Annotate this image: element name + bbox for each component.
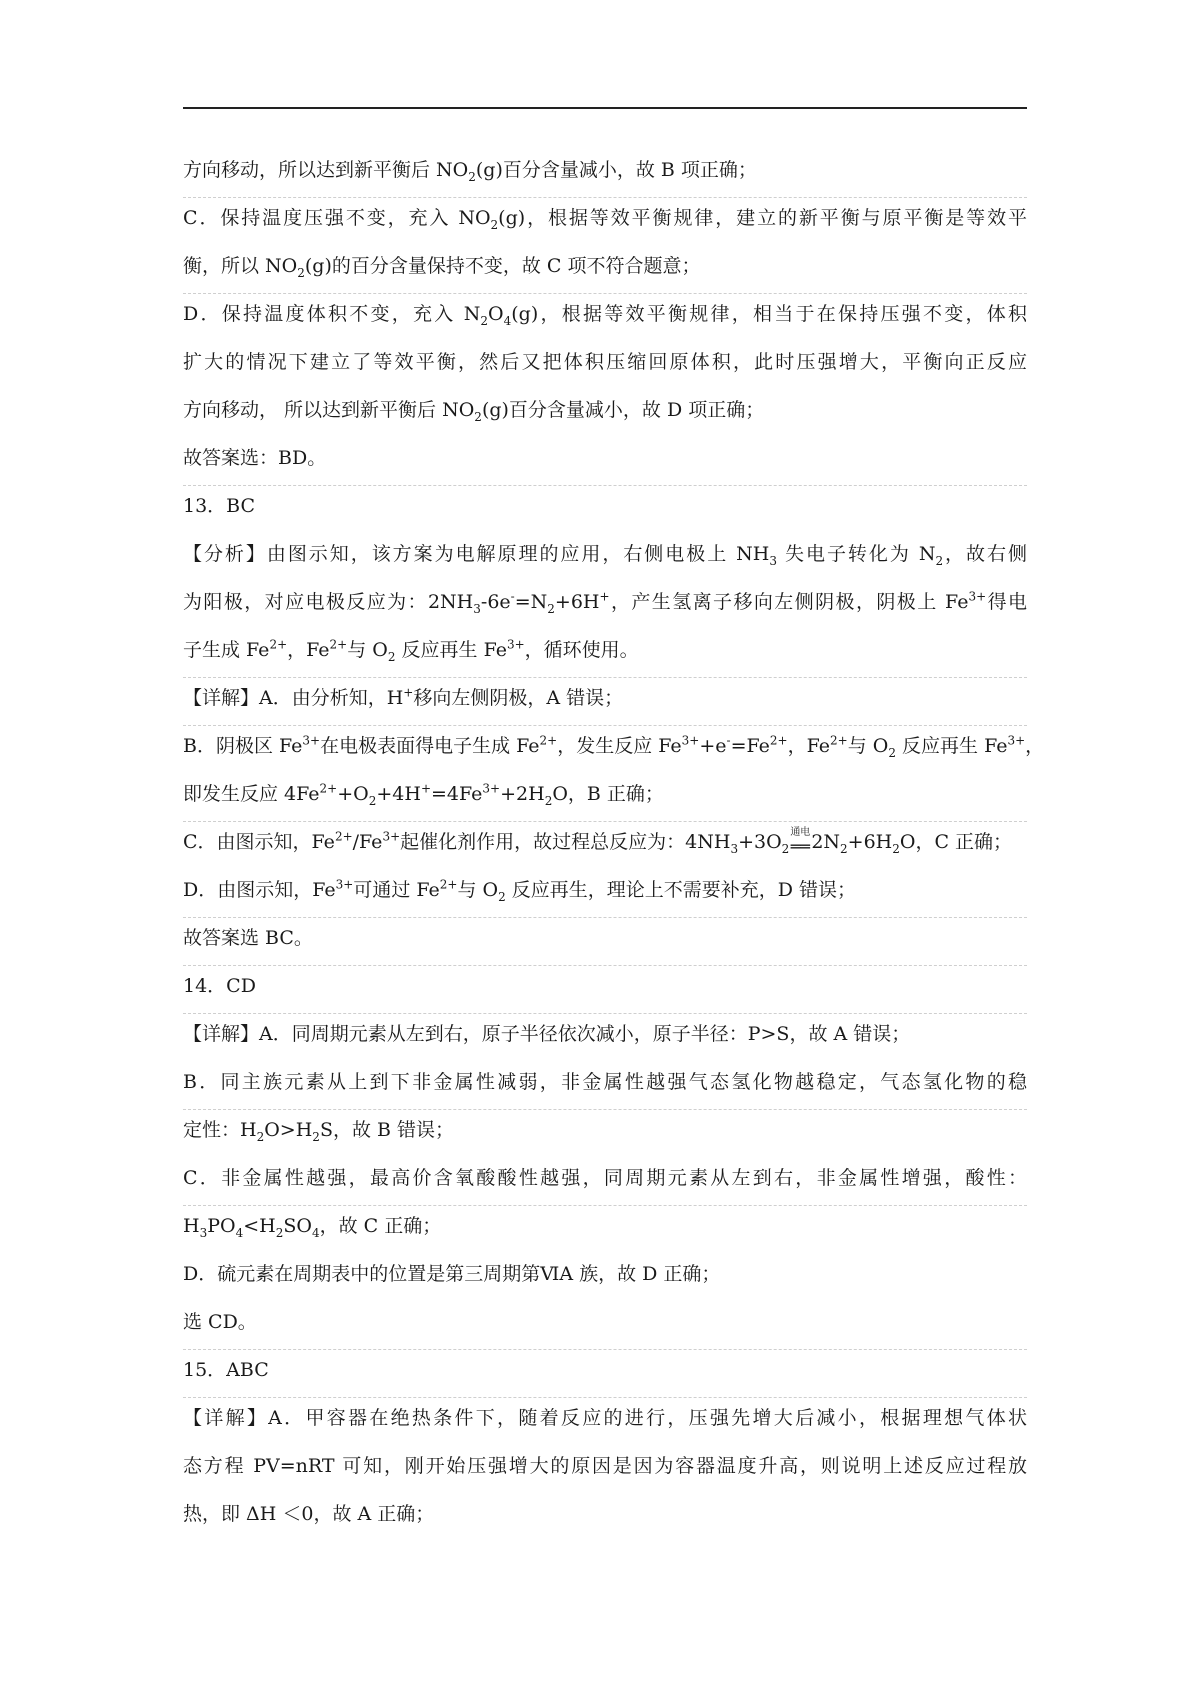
text-run: (g)百分含量减小，故 D 项正确；	[481, 399, 765, 421]
text-run: 与 O	[457, 879, 499, 901]
text-run: ，Fe	[287, 639, 330, 661]
subscript: 2	[892, 841, 900, 856]
text-line	[183, 1494, 1027, 1542]
text-run: ，Fe	[787, 735, 831, 757]
text-line	[183, 150, 1027, 198]
text-run: =4Fe	[431, 783, 483, 805]
text-line	[183, 294, 1027, 342]
text-line	[183, 342, 1027, 390]
text-run: 起催化剂作用，故过程总反应为：4NH	[400, 831, 731, 853]
text-run: 反应再生，理论上不需要补充，D 错误；	[505, 879, 857, 901]
text-run: 失电子转化为 N	[777, 543, 936, 565]
subscript: 2	[468, 169, 476, 184]
text-run: ，故右侧	[943, 543, 1027, 565]
subscript: 2	[498, 889, 506, 904]
text-line	[183, 726, 1045, 774]
text-run: S，故 B 错误；	[319, 1119, 454, 1141]
text-run: -6e	[480, 591, 511, 613]
text-run: 2N	[811, 831, 841, 853]
superscript: 2+	[334, 829, 353, 844]
text-run: PO	[207, 1215, 236, 1237]
text-run: 得电	[986, 591, 1027, 613]
text-run: 扩大的情况下建立了等效平衡，然后又把体积压缩回原体积，此时压强增大，平衡向正反应	[183, 351, 1027, 373]
text-run: (g)的百分含量保持不变，故 C 项不符合题意；	[304, 255, 701, 277]
text-run: +6H	[554, 591, 600, 613]
text-run: 【详解】A．同周期元素从左到右，原子半径依次减小，原子半径：P>S，故 A 错误；	[183, 1023, 911, 1045]
text-run: 方向移动，所以达到新平衡后 NO	[183, 159, 469, 181]
text-run: 故答案选：BD。	[183, 447, 327, 469]
text-run: =Fe	[730, 735, 770, 757]
text-run: 14．CD	[183, 975, 256, 997]
text-line	[183, 630, 1027, 678]
text-run: ，产生氢离子移向左侧阴极，阴极上 Fe	[609, 591, 969, 613]
text-run: O>H	[264, 1119, 313, 1141]
subscript: 2	[312, 1129, 320, 1144]
text-run: H	[183, 1215, 200, 1237]
text-run: 即发生反应 4Fe	[183, 783, 320, 805]
superscript: 3+	[506, 637, 525, 652]
superscript: 3+	[302, 733, 321, 748]
text-line	[183, 918, 1027, 966]
subscript: 3	[199, 1225, 208, 1240]
text-run: B．同主族元素从上到下非金属性减弱，非金属性越强气态氢化物越稳定，气态氢化物的稳	[183, 1071, 1027, 1093]
subscript: 2	[256, 1129, 265, 1144]
text-line	[183, 534, 1027, 582]
subscript: 4	[503, 313, 512, 328]
superscript: 3+	[335, 877, 354, 892]
subscript: 2	[474, 409, 482, 424]
text-run: O，C 正确；	[899, 831, 1013, 853]
text-run: ，循环使用。	[524, 639, 639, 661]
reaction-condition	[789, 827, 811, 856]
header-rule	[183, 107, 1027, 109]
text-line	[183, 774, 1027, 822]
text-run: C．保持温度压强不变，充入 NO	[183, 207, 491, 229]
text-line	[183, 1158, 1027, 1206]
text-run: 方向移动， 所以达到新平衡后 NO	[183, 399, 475, 421]
text-run: ，	[1025, 735, 1045, 757]
text-run: (g)百分含量减小，故 B 项正确；	[475, 159, 757, 181]
superscript: 2+	[769, 733, 788, 748]
reaction-equals-sign: ══	[790, 837, 810, 856]
text-run: 故答案选 BC。	[183, 927, 313, 949]
text-line	[183, 582, 1027, 630]
superscript: +	[403, 685, 414, 700]
text-run: 【详解】A．由分析知，H	[183, 687, 404, 709]
subscript: 3	[769, 553, 777, 568]
text-run: 反应再生 Fe	[895, 735, 1008, 757]
subscript: 2	[888, 745, 896, 760]
superscript: 3+	[482, 781, 501, 796]
superscript: 2+	[830, 733, 848, 748]
text-run: <H	[243, 1215, 276, 1237]
subscript: 2	[544, 793, 553, 808]
subscript: 2	[935, 553, 944, 568]
text-run: 15．ABC	[183, 1359, 269, 1381]
text-run: +6H	[847, 831, 893, 853]
text-run: +2H	[500, 783, 545, 805]
text-run: O	[488, 303, 504, 325]
text-run: 定性：H	[183, 1119, 257, 1141]
text-run: 态方程 PV=nRT 可知，刚开始压强增大的原因是因为容器温度升高，则说明上述反应过程放	[183, 1455, 1027, 1477]
text-run: C．由图示知，Fe	[183, 831, 335, 853]
text-line	[183, 1302, 1027, 1350]
superscript: 3+	[1007, 733, 1026, 748]
text-run: +3O	[738, 831, 782, 853]
superscript: 3+	[681, 733, 700, 748]
text-run: O，B 正确；	[552, 783, 664, 805]
subscript: 4	[235, 1225, 244, 1240]
text-run: ，发生反应 Fe	[557, 735, 682, 757]
text-line	[183, 1206, 1027, 1254]
subscript: 2	[547, 601, 555, 616]
text-run: 反应再生 Fe	[395, 639, 507, 661]
text-run: 【分析】由图示知，该方案为电解原理的应用，右侧电极上 NH	[183, 543, 770, 565]
text-run: 移向左侧阴极，A 错误；	[413, 687, 624, 709]
text-run: +e	[699, 735, 727, 757]
text-run: +4H	[376, 783, 421, 805]
subscript: 4	[311, 1225, 320, 1240]
subscript: 2	[840, 841, 848, 856]
text-line	[183, 1110, 1027, 1158]
text-line	[183, 390, 1027, 438]
reaction-condition-label: 通电	[790, 827, 811, 838]
subscript: 3	[730, 841, 739, 856]
superscript: 2+	[319, 781, 338, 796]
text-run: =N	[514, 591, 548, 613]
question-14-answer	[183, 966, 1027, 1014]
text-run: 在电极表面得电子生成 Fe	[320, 735, 540, 757]
text-run: ，故 C 正确；	[319, 1215, 442, 1237]
text-line	[183, 438, 1027, 486]
text-run: D．硫元素在周期表中的位置是第三周期第ⅥA 族，故 D 正确；	[183, 1263, 721, 1285]
question-15-answer	[183, 1350, 1027, 1398]
text-run: 选 CD。	[183, 1311, 257, 1333]
text-line	[183, 678, 1027, 726]
superscript: +	[420, 781, 432, 796]
text-run: SO	[283, 1215, 312, 1237]
subscript: 2	[480, 313, 489, 328]
text-line	[183, 822, 1027, 870]
text-run: 可通过 Fe	[353, 879, 440, 901]
subscript: 2	[275, 1225, 284, 1240]
text-run: 子生成 Fe	[183, 639, 270, 661]
question-13-answer	[183, 486, 1027, 534]
text-line	[183, 870, 1027, 918]
superscript: 2+	[269, 637, 288, 652]
text-run: 与 O	[347, 639, 388, 661]
text-run: D．由图示知，Fe	[183, 879, 336, 901]
text-line	[183, 1398, 1027, 1446]
text-run: (g)，根据等效平衡规律，建立的新平衡与原平衡是等效平	[498, 207, 1028, 229]
text-run: C．非金属性越强，最高价含氧酸酸性越强，同周期元素从左到右，非金属性增强，酸性：	[183, 1167, 1027, 1189]
text-run: 与 O	[847, 735, 889, 757]
superscript: 3+	[382, 829, 401, 844]
text-run: 13．BC	[183, 495, 256, 517]
superscript: 2+	[439, 877, 458, 892]
subscript: 2	[368, 793, 377, 808]
subscript: 2	[297, 265, 305, 280]
superscript: -	[726, 733, 731, 748]
text-line	[183, 1254, 1027, 1302]
text-line	[183, 1014, 1027, 1062]
text-run: (g)，根据等效平衡规律，相当于在保持压强不变，体积	[511, 303, 1027, 325]
subscript: 2	[490, 217, 499, 232]
superscript: +	[599, 589, 610, 604]
subscript: 2	[387, 649, 396, 664]
text-run: D．保持温度体积不变，充入 N	[183, 303, 481, 325]
subscript: 2	[781, 841, 790, 856]
text-line	[183, 246, 1027, 294]
superscript: 3+	[968, 589, 987, 604]
text-line	[183, 1446, 1027, 1494]
text-run: /Fe	[352, 831, 383, 853]
superscript: 2+	[539, 733, 558, 748]
text-run: 【详解】A．甲容器在绝热条件下，随着反应的进行，压强先增大后减小，根据理想气体状	[183, 1407, 1027, 1429]
text-run: 衡，所以 NO	[183, 255, 298, 277]
superscript: 2+	[329, 637, 348, 652]
text-run: 为阳极，对应电极反应为：2NH	[183, 591, 474, 613]
text-run: 热，即 ΔH ＜0，故 A 正确；	[183, 1503, 435, 1525]
text-run: B．阴极区 Fe	[183, 735, 303, 757]
superscript: -	[510, 589, 515, 604]
subscript: 3	[473, 601, 481, 616]
text-line	[183, 1062, 1027, 1110]
text-run: +O	[337, 783, 369, 805]
text-line	[183, 198, 1027, 246]
answer-content	[183, 150, 1045, 1542]
